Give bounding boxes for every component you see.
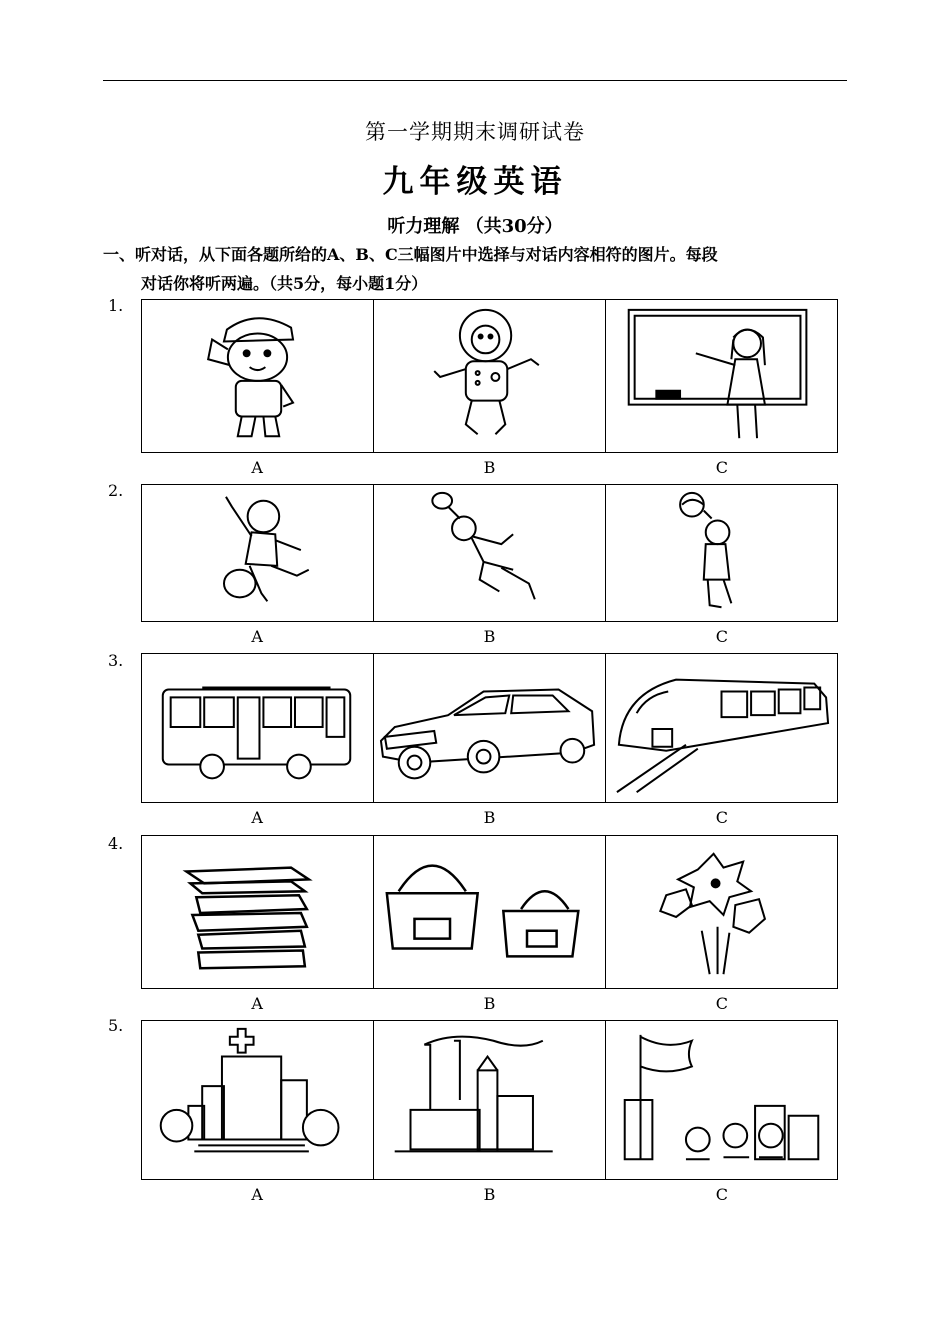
section-title: 听力理解 （共30分）	[387, 216, 563, 237]
handbags-icon	[374, 836, 605, 988]
question-4-options	[141, 994, 838, 1013]
instructions-line-1: 一、听对话，从下面各题所给的A、B、C三幅图片中选择与对话内容相符的图片。每段	[103, 245, 718, 264]
astronaut-icon	[374, 300, 605, 452]
option-label-a: A	[251, 627, 263, 646]
option-c-picture[interactable]	[605, 836, 837, 988]
question-2-options	[141, 627, 838, 646]
exam-title: 第一学期期末调研试卷	[365, 120, 585, 144]
subject-title: 九年级英语	[382, 164, 568, 200]
question-3-options	[141, 808, 838, 827]
option-label-a: A	[251, 458, 263, 477]
question-number: 4.	[108, 834, 124, 853]
train-icon	[606, 654, 837, 802]
option-label-b: B	[483, 994, 496, 1013]
option-label-b: B	[483, 1185, 496, 1204]
question-1-pictures	[141, 299, 838, 453]
boy-playing-basketball-icon	[606, 485, 837, 621]
question-number: 3.	[108, 651, 124, 670]
option-a-picture[interactable]	[142, 654, 373, 802]
question-number: 1.	[108, 296, 124, 315]
option-label-c: C	[715, 458, 728, 477]
question-5-pictures	[141, 1020, 838, 1180]
bus-icon	[142, 654, 373, 802]
option-label-c: C	[715, 808, 728, 827]
header-rule	[103, 80, 847, 81]
option-a-picture[interactable]	[142, 836, 373, 988]
stack-of-books-icon	[142, 836, 373, 988]
option-a-picture[interactable]	[142, 300, 373, 452]
school-with-flag-icon	[606, 1021, 837, 1179]
option-b-picture[interactable]	[373, 485, 605, 621]
option-b-picture[interactable]	[373, 1021, 605, 1179]
question-4-pictures	[141, 835, 838, 989]
boy-playing-ping-pong-icon	[374, 485, 605, 621]
question-5-options	[141, 1185, 838, 1204]
option-b-picture[interactable]	[373, 836, 605, 988]
option-label-b: B	[483, 627, 496, 646]
option-label-b: B	[483, 458, 496, 477]
police-officer-saluting-icon	[142, 300, 373, 452]
hospital-icon	[142, 1021, 373, 1179]
option-label-c: C	[715, 994, 728, 1013]
option-label-b: B	[483, 808, 496, 827]
instructions-line-2: 对话你将听两遍。（共5分，每小题1分）	[141, 274, 428, 293]
option-c-picture[interactable]	[605, 300, 837, 452]
option-b-picture[interactable]	[373, 654, 605, 802]
question-3-pictures	[141, 653, 838, 803]
car-icon	[374, 654, 605, 802]
option-label-a: A	[251, 808, 263, 827]
boy-playing-football-icon	[142, 485, 373, 621]
option-label-c: C	[715, 627, 728, 646]
option-label-a: A	[251, 1185, 263, 1204]
question-1-options	[141, 458, 838, 477]
question-2-pictures	[141, 484, 838, 622]
question-number: 2.	[108, 481, 124, 500]
option-b-picture[interactable]	[373, 300, 605, 452]
instructions	[103, 240, 853, 298]
option-c-picture[interactable]	[605, 654, 837, 802]
option-label-c: C	[715, 1185, 728, 1204]
option-a-picture[interactable]	[142, 485, 373, 621]
option-label-a: A	[251, 994, 263, 1013]
option-c-picture[interactable]	[605, 485, 837, 621]
teacher-at-blackboard-icon	[606, 300, 837, 452]
option-a-picture[interactable]	[142, 1021, 373, 1179]
option-c-picture[interactable]	[605, 1021, 837, 1179]
question-number: 5.	[108, 1016, 124, 1035]
factory-icon	[374, 1021, 605, 1179]
flowers-icon	[606, 836, 837, 988]
